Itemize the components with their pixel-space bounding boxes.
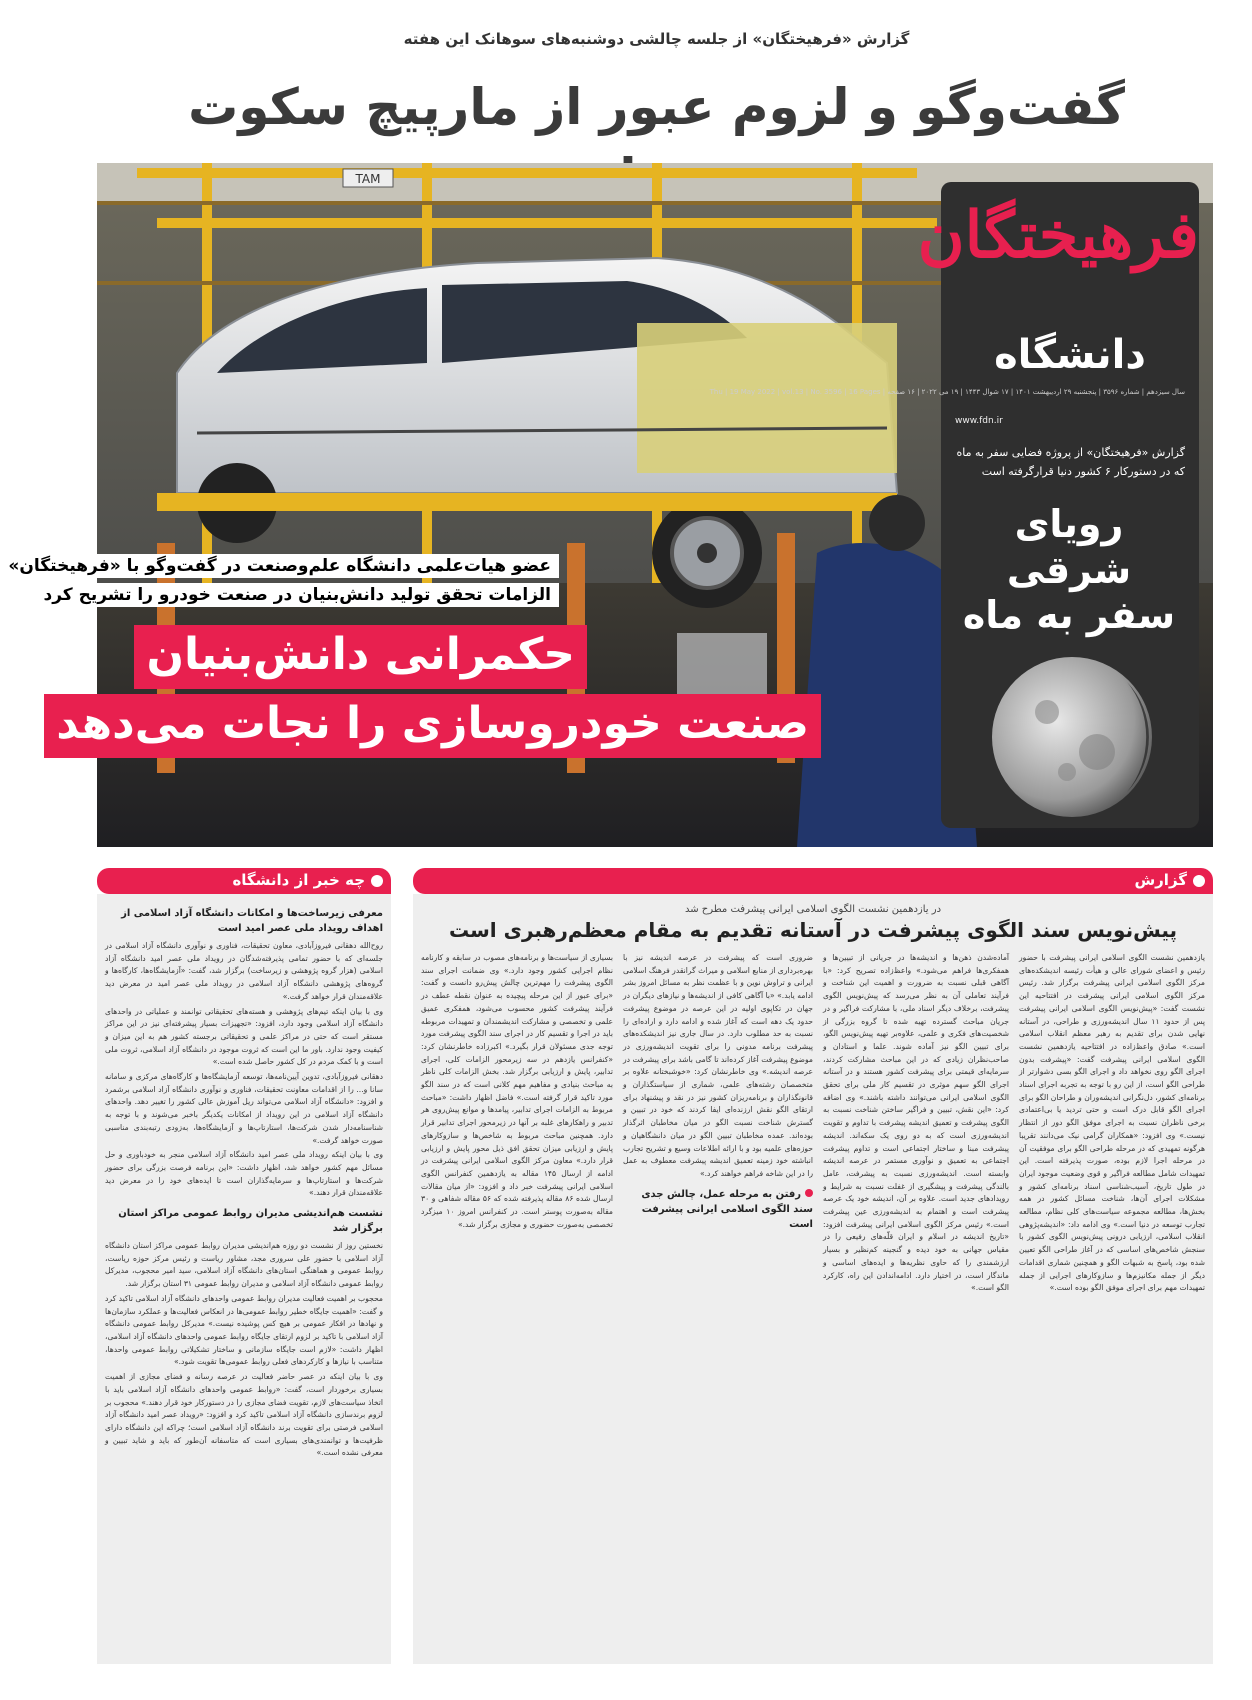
moon-icon [977, 652, 1167, 822]
report-paragraph: بسیاری از سیاست‌ها و برنامه‌های مصوب در سابقه و کارنامه نظام اجرایی کشور وجود دارد.» وی ضمانت اجرای سند الگوی پیشرفت را مهم‌ترین چالش پیش‌رو دانست و گفت: «برای عبور از این مرحله پیچیده به عنوان نقطه عطف در فرآیند پیشرفت کشور محسوب می‌شود، همفکری عمیق علمی و تخصصی و مشارکت اندیشمندان و تمهیدات مربوطه باید در اجرا و تقسیم کار در اجرای سند الگوی پیشرفت مورد توجه جدی مسئولان قرار بگیرد.» اکبرزاده خاطرنشان کرد: «کنفرانس یازدهم در سه زیرمحور الزامات کلی، اجرای تدابیر، پایش و ارزیابی برگزار شد. بخش الزامات کلی ناظر به مباحث بنیادی و مفاهیم مهم کلانی است که در سند الگو مورد تاکید قرار گرفته است.» فاضل اظهار داشت: «مباحث مربوط به الزامات اجرای تدابیر، پیامدها و موانع پیش‌روی هر تدبیر و راهکارهای غلبه بر آنها در زیرمحور اجرای تدابیر قرار دارد. همچنین مباحث مربوط به شاخص‌ها و سازوکارهای پایش و ارزیابی میزان تحقق افق ذیل محور پایش و ارزیابی قرار دارد.» معاون مرکز الگوی اسلامی ایرانی پیشرفت در ادامه از ارسال ۱۴۵ مقاله به یازدهمین کنفرانس الگوی اسلامی ایرانی پیشرفت خبر داد و افزود: «از میان مقالات ارسال شده ۸۶ مقاله پذیرفته شده که ۵۶ مقاله شفاهی و ۳۰ مقاله به‌صورت پوستر است. در کنفرانس امروز ۱۰ میزگرد تخصصی به‌صورت حضوری و مجازی برگزار شد.» [421, 953, 613, 1229]
masthead-card [709, 182, 1199, 828]
caption-main-2: صنعت خودروسازی را نجات می‌دهد [44, 694, 821, 758]
newspaper-logo-sub: دانشگاه [994, 332, 1146, 378]
main-headline: گفت‌وگو و لزوم عبور از مارپیچ سکوت [188, 78, 1125, 136]
tam-sign: TAM [355, 172, 381, 186]
news-column [105, 900, 383, 1656]
section-header-report [413, 868, 1213, 894]
report-paragraph: آماده‌شدن ذهن‌ها و اندیشه‌ها در جریانی از تبیین‌ها و همفکری‌ها فراهم می‌شود.» واعظ‌زاده تصریح کرد: «با آگاهی قبلی نسبت به ضرورت و اهمیت این شناخت و فرآیند تعاملی آن به نظر می‌رسد که پیش‌نویس الگوی پیشرفت، برخلاف دیگر اسناد ملی، با مشارکت فراگیر و در جریان مباحث گسترده تهیه شده تا گروه بزرگی از شخصیت‌های فکری و علمی، علاوه‌بر تهیه پیش‌نویس الگو، برای تبیین الگو نیز آماده شوند. علما و استادان و صاحب‌نظران زیادی که در این مباحث مشارکت کردند، سرمایه‌ای قیمتی برای پیشرفت کشور هستند و در آستانه اجرای الگو سهم موثری در تقسیم کار ملی برای تحقق الگوی اسلامی ایرانی می‌توانند داشته باشند.» وی اضافه کرد: «این نقش، تبیین و فراگیر ساختن شناخت نسبت به الگوی پیشرفت و تعمیق اندیشه پیشرفت با تداوم و تقویت اندیشه‌ورزی است که به دو روی یک سکه‌اند. اندیشه پیشرفت مبنا و ساختار اجتماعی است و تداوم پیشرفت اجتماعی به تعمیق و نوآوری مستمر در عرصه اندیشه وابسته است. اندیشه‌ورزی نسبت به پیشرفت، عامل بالندگی پیشرفت و پیشگیری از غفلت نسبت به شرایط و رویدادهای جدید است. علاوه بر آن، اندیشه خود یک عرصه پیشرفت است و اهتمام به اندیشه‌ورزی عین پیشرفت است.» رئیس مرکز الگوی اسلامی ایرانی پیشرفت افزود: «تاریخ اندیشه در اسلام و ایران قلّه‌های رفیعی را در مقیاس جهانی به خود دیده و گنجینه کم‌نظیر و بسیار ارزشمندی را که حاوی نظریه‌ها و ایده‌های اساسی و ماندگار است، در اختیار دارد. ادامه‌اندادن این راه، کارکرد الگو است.» [823, 953, 1009, 1293]
news-item-2-para: محجوب بر اهمیت فعالیت مدیران روابط عمومی واحدهای دانشگاه آزاد اسلامی تاکید کرد و گفت: «اهمیت جایگاه خطیر روابط عمومی‌ها در انعکاس فعالیت‌ها و عملکرد سازمان‌ها و نهادها در افکار عمومی بر هیچ کس پوشیده نیست.» مدیرکل روابط عمومی دانشگاه آزاد اسلامی با تاکید بر لزوم ارتقای جایگاه روابط عمومی واحدهای دانشگاه آزاد اسلامی، اظهار داشت: «لازم است جایگاه سازمانی و ساختار تشکیلاتی روابط عمومی واحدها، متناسب با نیازها و کارکردهای فعلی روابط عمومی‌ها تقویت شود.» [105, 1293, 383, 1367]
moon-story-lead: گزارش «فرهیختگان» از پروژه فضایی سفر به ماه که در دستورکار ۶ کشور دنیا قرارگرفته است [956, 446, 1185, 478]
report-subhead-text: رفتن به مرحله عمل، چالش جدی سند الگوی اسلامی ایرانی پیشرفت است [641, 1188, 813, 1230]
report-column-1 [1019, 952, 1205, 1656]
news-item-2-para: وی با بیان اینکه در عصر حاضر فعالیت در عرصه رسانه و فضای مجازی از اهمیت بسیاری برخوردار است، گفت: «روابط عمومی واحدهای دانشگاه آزاد اسلامی باید با اتخاذ سیاست‌های لازم، تقویت فضای مجازی را در دستورکار خود قرار دهند.» محجوب بر لزوم برندسازی دانشگاه آزاد اسلامی تاکید کرد و افزود: «رویداد عصر امید دانشگاه آزاد اسلامی فرصتی برای تقویت برند دانشگاه آزاد اسلامی است؛ چراکه این دانشگاه دارای ظرفیت‌ها و توانمندی‌های بسیاری است که متاسفانه آن‌طور که باید و شاید تبیین و معرفی نشده است.» [105, 1372, 383, 1458]
website-link[interactable]: www.fdn.ir [955, 416, 1003, 426]
newspaper-logo: فرهیختگان [917, 198, 1199, 273]
report-pretitle: در یازدهمین نشست الگوی اسلامی ایرانی پیشرفت مطرح شد [684, 904, 942, 915]
section-header-news [97, 868, 391, 894]
report-subhead [623, 1187, 813, 1232]
report-column-4 [421, 952, 613, 1656]
report-column-2 [823, 952, 1009, 1656]
moon-title-line-1: رویای شرقی [1006, 502, 1132, 592]
bullet-icon [805, 1189, 813, 1197]
report-title: پیش‌نویس سند الگوی پیشرفت در آستانه تقدیم به مقام معظم‌رهبری است [448, 918, 1178, 942]
caption-sub-1: عضو هیات‌علمی دانشگاه علم‌وصنعت در گفت‌وگو با «فرهیختگان» [0, 554, 559, 578]
issue-info: سال سیزدهم | شماره ۳۵۹۶ | پنجشنبه ۲۹ اردیبهشت ۱۴۰۱ | ۱۷ شوال ۱۴۴۳ | ۱۹ می ۲۰۲۲ | ۱۶ صفحه | Thu | 19 May 2022 | vol.13 | No. 3596 | 16 Pages [709, 388, 1185, 396]
kicker: گزارش «فرهیختگان» از جلسه چالشی دوشنبه‌های سوهانک این هفته [403, 30, 910, 48]
news-item-2-para: نخستین روز از نشست دو روزه هم‌اندیشی مدیران روابط عمومی مراکز استان دانشگاه آزاد اسلامی با حضور علی سروری مجد، مشاور ریاست و رئیس مرکز حوزه ریاست، روابط عمومی و هماهنگی استان‌های دانشگاه آزاد اسلامی، سید امیر محجوب، مدیرکل روابط عمومی دانشگاه آزاد اسلامی و مدیران روابط عمومی ۳۱ استان برگزار شد. [105, 1241, 383, 1289]
news-item-1-para: روح‌الله دهقانی فیروزآبادی، معاون تحقیقات، فناوری و نوآوری دانشگاه آزاد اسلامی در جلسه‌ای که با حضور تمامی پذیرفته‌شدگان در رویداد ملی عصر امید دانشگاه آزاد اسلامی (هزار گروه پژوهشی و زیرساخت) برگزار شد، گفت: «آزمایشگاه‌ها، کارگاه‌ها و گروه‌های پژوهشی دانشگاه آزاد اسلامی در رویداد ملی عصر امید در معرض دید علاقه‌مندان قرار خواهد گرفت.» [105, 941, 383, 1001]
caption-sub-2: الزامات تحقق تولید دانش‌بنیان در صنعت خودرو را تشریح کرد [35, 583, 559, 607]
section-title-report: گزارش [1134, 871, 1187, 889]
caption-main-1: حکمرانی دانش‌بنیان [134, 625, 587, 689]
report-paragraph: ضروری است که پیشرفت در عرصه اندیشه نیز با بهره‌برداری از منابع اسلامی و میراث گرانقدر فرهنگ اسلامی ایرانی و تراوش نوین و با عظمت نظر به مسائل امروز بشر ادامه یابد.» «با آگاهی کافی از اندیشه‌ها و نیازهای دیگران در جهان در تکاپوی اولیه در این عرصه در موضوع پیشرفت حدود یک دهه است که آغاز شده و ادامه دارد و اراده‌ای را نسبت به حد مطلوب دارد. در سال جاری نیز اندیشکده‌های پیشرفت برنامه مدونی را برای تقویت اندیشه‌ورزی در موضوع پیشرفت آغاز کرده‌اند تا گامی باشد برای پیشرفت در عرصه اندیشه.» وی خاطرنشان کرد: «خوشبختانه علاوه بر متخصصان رشته‌های علمی، شماری از سیاستگذاران و قانونگذاران و برنامه‌ریزان کشور نیز در نقد و پیشنهاد برای ارتقای الگو نقش ارزنده‌ای ایفا کردند که خود در تبیین و گسترش شناخت نسبت الگو در میان مخاطبان اثرگذار بوده‌اند. عمده مخاطبان تبیین الگو در میان دانشگاهیان و حوزه‌های علمیه بود و با ارائه اطلاعات وسیع و تشریح تجارب انباشته خود زمینه تعمیق اندیشه پیشرفت معطوف به عمل را در این شاخه فراهم خواهند کرد.» [623, 953, 813, 1178]
news-item-1-para: دهقانی فیروزآبادی، تدوین آیین‌نامه‌ها، توسعه آزمایشگاه‌ها و کارگاه‌های مرکزی و سامانه سانا و... را از اقدامات معاونت تحقیقات، فناوری و نوآوری دانشگاه آزاد اسلامی برشمرد و افزود: «دانشگاه آزاد اسلامی می‌تواند ریل آموزش عالی کشور را تغییر دهد. واحدهای دانشگاه آزاد اسلامی در این رویداد از امکانات یکدیگر باخبر می‌شوند و با توجه به شناسنامه‌دار شدن شرکت‌ها، استارتاپ‌ها و آزمایشگاه‌ها، به‌زودی رتبه‌بندی مناسبی صورت خواهد گرفت.» [105, 1072, 383, 1145]
section-title-news: چه خبر از دانشگاه [232, 871, 365, 889]
news-item-1-para: وی با بیان اینکه رویداد ملی عصر امید دانشگاه آزاد اسلامی منجر به خودباوری و حل مسائل مهم کشور خواهد شد، اظهار داشت: «این برنامه فرصت بزرگی برای حضور شرکت‌ها و استارتاپ‌ها و سرمایه‌گذاران است تا ایده‌های خود را در معرض دید علاقه‌مندان قرار دهند.» [105, 1150, 383, 1198]
moon-story-title[interactable] [949, 502, 1189, 639]
report-column-3 [623, 952, 813, 1656]
moon-title-line-2: سفر به ماه [962, 593, 1176, 638]
report-paragraph: یازدهمین نشست الگوی اسلامی ایرانی پیشرفت با حضور رئیس و اعضای شورای عالی و هیأت رئیسه اندیشکده‌های مرکز الگوی اسلامی ایرانی پیشرفت برگزار شد. رئیس مرکز الگوی اسلامی ایرانی پیشرفت در افتتاحیه این نشست گفت: «پیش‌نویس الگوی اسلامی ایرانی پیشرفت پس از حدود ۱۱ سال اندیشه‌ورزی و طراحی، در آستانه نهایی شدن برای تقدیم به رهبر معظم انقلاب اسلامی است.» صادق واعظ‌زاده در افتتاحیه یازدهمین نشست الگوی اسلامی ایرانی پیشرفت گفت: «پیشرفت بدون اجرای الگو روی نخواهد داد و اجرای الگو بسی دشوارتر از طراحی الگو است، از این رو با توجه به تجربه اجرای اسناد برنامه‌ای کشور، دل‌نگرانی اندیشه‌وران و طراحان الگو برای اجرای الگو قابل درک است و حتی تردید یا بی‌اعتمادی برخی ناظران نسبت به اجرای موفق الگو دور از انتظار نیست.» وی افزود: «همکاران گرامی نیک می‌دانند تقریبا هرگونه تمهیدی که در مرحله طراحی الگو برای موفقیت آن در مرحله اجرا لازم بوده، صورت پذیرفته است. این تمهیدات شامل مطالعه فراگیر و قوی وضعیت موجود ایران در طول تاریخ، آسیب‌شناسی اسناد برنامه‌ای کشور و مشکلات اجرای آن‌ها، شناخت مسائل کشور در همه بخش‌ها، مطالعه مجموعه سیاست‌های کلی نظام، مطالعه تجارب توسعه در دنیا است.» وی ادامه داد: «اندیشه‌پژوهی انقلاب اسلامی، ارزیابی درونی پیش‌نویس الگوی کشور با سنجش شاخص‌های اساسی که در آغاز طراحی الگو تعیین شده بود، پاسخ به شبهات الگو و همچنین شماری اقدامات دیگر از جمله مکانیزم‌ها و سازوکارهای اجرایی از جمله تمهیدات مهم برای اجرای موفق الگو بوده است.» [1019, 953, 1206, 1293]
news-item-2-title[interactable]: نشست هم‌اندیشی مدیران روابط عمومی مراکز استان برگزار شد [118, 1208, 383, 1235]
bullet-icon [371, 875, 383, 887]
news-item-1-para: وی با بیان اینکه تیم‌های پژوهشی و هسته‌های تحقیقاتی توانمند و عملیاتی در واحدهای دانشگاه آزاد اسلامی وجود دارد، افزود: «تجهیزات بسیار پیشرفته‌ای نیز در این مراکز مستقر است که حتی در مراکز علمی و تحقیقاتی برجسته کشور هم به این میزان و کیفیت وجود ندارد. باور ما این است که ثروت موجود در دانشگاه آزاد اسلامی، ثروت ملی است و با کمک مردم در کل کشور حاصل شده است.» [105, 1006, 383, 1067]
news-item-1-title[interactable]: معرفی زیرساخت‌ها و امکانات دانشگاه آزاد اسلامی از اهداف رویداد ملی عصر امید است [121, 908, 383, 934]
bullet-icon [1193, 875, 1205, 887]
